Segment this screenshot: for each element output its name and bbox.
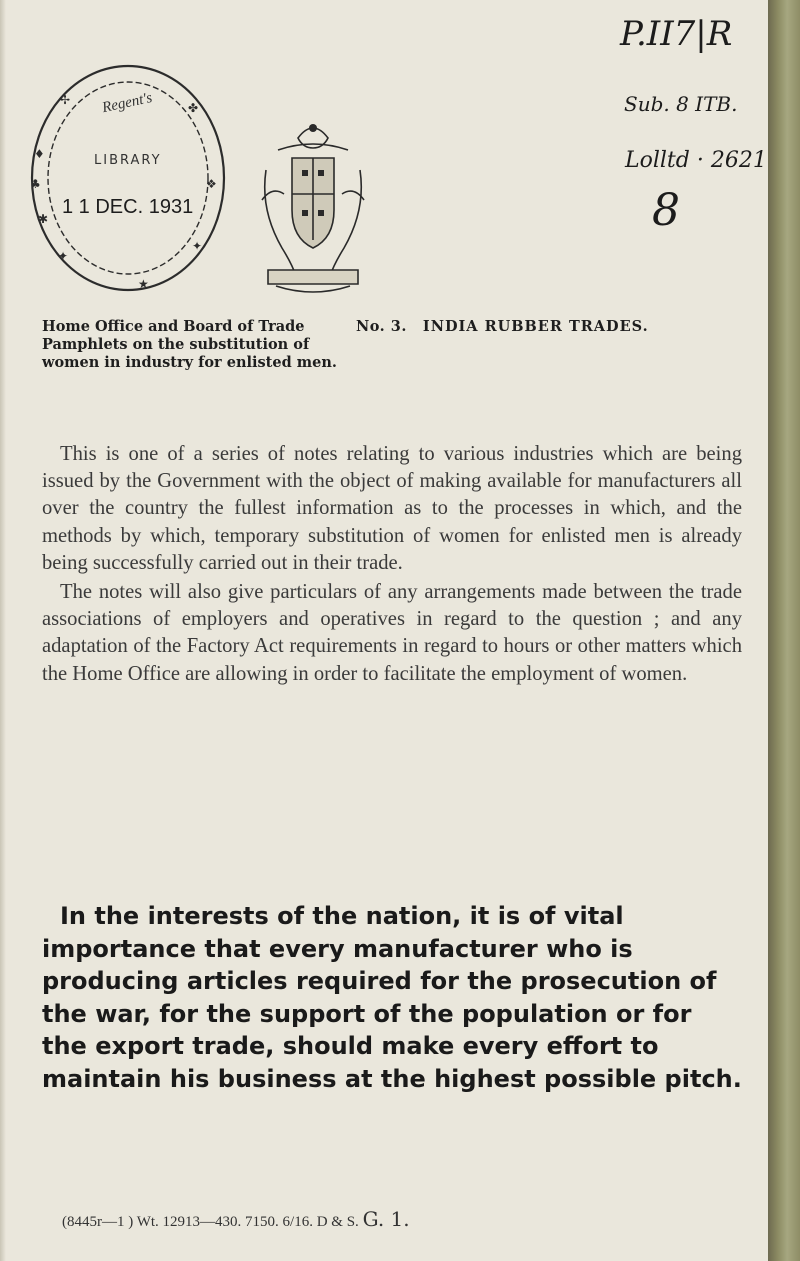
body-text [42, 441, 742, 688]
stamp-top-text: Regent's [100, 89, 154, 117]
page-edge-binding [768, 0, 800, 1261]
page-shadow [0, 0, 6, 1261]
svg-text:♦: ♦ [34, 147, 45, 161]
pamphlet-title: INDIA RUBBER TRADES. [422, 318, 649, 335]
svg-text:★: ★ [138, 277, 149, 291]
svg-text:♣: ♣ [30, 177, 41, 191]
print-code: (8445r—1 ) Wt. 12913—430. 7150. 6/16. D & S. [62, 1214, 359, 1230]
pamphlet-number: No. 3. [356, 318, 407, 335]
library-stamp-icon [20, 38, 260, 300]
body-paragraph: The notes will also give particulars of any arrangements made between the trade associations of employers and operatives in regard to the question ; and any adaptation of the Factory Act requirements in regard to hours or other matters which the Home Office are allowing in order to facilitate the employment of women. [42, 581, 742, 685]
library-stamp [20, 38, 260, 300]
form-code: G. 1. [362, 1207, 410, 1231]
svg-text:✤: ✤ [188, 101, 199, 115]
national-appeal: In the interests of the nation, it is of vital importance that every manufacturer who is producing articles required for the prosecution of the war, for the support of the population or for the export trade, should make every effort to maintain his business at the highest possible pitch. [42, 902, 742, 1093]
stamp-date: 1 1 DEC. 1931 [62, 196, 194, 218]
svg-text:✢: ✢ [60, 93, 71, 107]
print-footer [62, 1207, 682, 1231]
handwritten-reference: P.II7|R [620, 14, 733, 54]
pamphlet-heading [356, 318, 756, 336]
handwritten-figure: 8 [652, 185, 680, 236]
coat-of-arms-icon [258, 110, 368, 300]
royal-coat-of-arms [258, 110, 368, 300]
body-paragraph: This is one of a series of notes relating to various industries which are being issued by the Government with the object of making available for manufacturers all over the country the fullest information as to the processes in which, and the methods by which, temporary substitution of women for enlisted men is already being successfully carried out in their trade. [42, 443, 742, 574]
series-heading: Home Office and Board of Trade Pamphlets on the substitution of women in industry for enlisted men. [42, 318, 337, 371]
stamp-library-text: LIBRARY [94, 153, 162, 168]
svg-text:✱: ✱ [38, 212, 49, 226]
handwritten-number: Lolltd · 2621 [625, 148, 767, 173]
svg-text:❖: ❖ [206, 177, 217, 191]
handwritten-subject: Sub. 8 ITB. [624, 92, 738, 116]
svg-text:✦: ✦ [58, 249, 69, 263]
svg-text:✦: ✦ [192, 239, 203, 253]
